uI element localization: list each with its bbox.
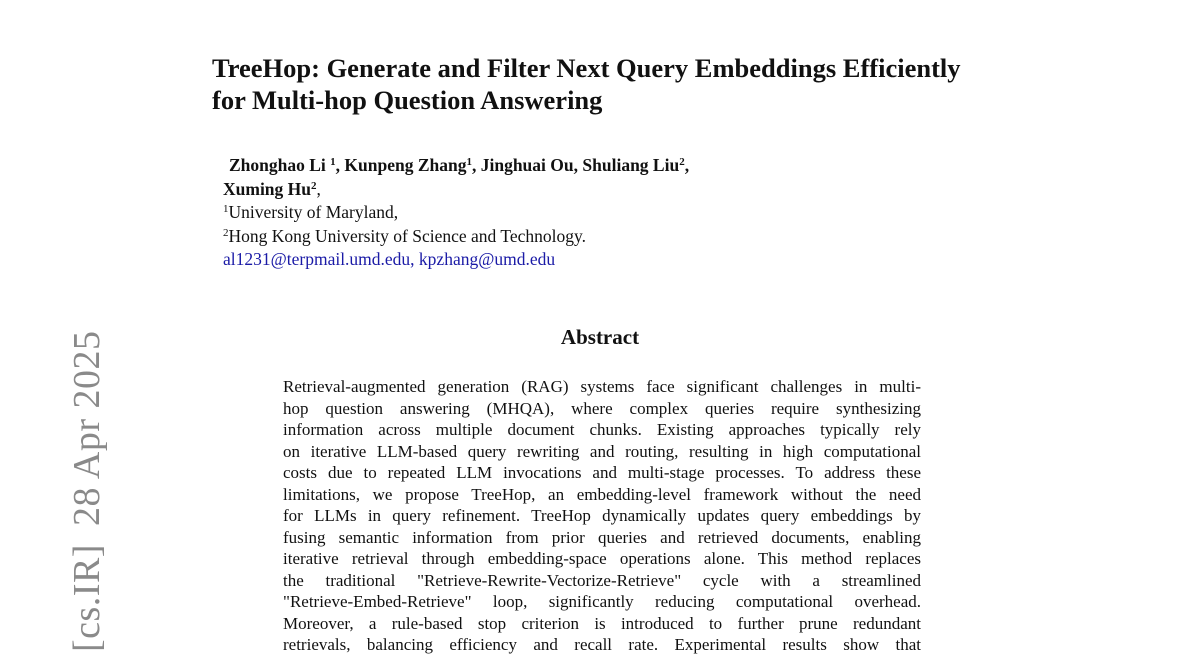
affiliation-line (223, 225, 923, 249)
author-separator: , (573, 155, 583, 175)
abstract-line: on iterative LLM-based query rewriting and routing, resulting in high computational (283, 441, 921, 461)
arxiv-identifier-text (68, 331, 106, 652)
author-separator: , (471, 155, 481, 175)
affiliation-text: University of Maryland, (228, 202, 399, 222)
author-affiliation-mark: 1 (330, 156, 336, 168)
author-line-2 (223, 178, 923, 202)
affiliation-text: Hong Kong University of Science and Technology. (228, 225, 586, 246)
affiliation-mark: 2 (223, 226, 229, 239)
author-affiliation-mark: 1 (466, 156, 472, 168)
author-name: Xuming Hu (223, 178, 312, 199)
abstract-line: information across multiple document chunks. Existing approaches typically rely (283, 420, 921, 439)
abstract-line: Retrieval-augmented generation (RAG) systems face significant challenges in multi- (283, 377, 921, 396)
author-emails-link[interactable]: al1231@terpmail.umd.edu, kpzhang@umd.edu (223, 249, 556, 269)
author-name: Jinghuai Ou (480, 155, 574, 175)
author-line-1 (223, 154, 923, 178)
abstract-line: the traditional "Retrieve-Rewrite-Vectorize-Retrieve" cycle with a streamlined (283, 570, 921, 590)
abstract-line: iterative retrieval through embedding-space operations alone. This method replaces (283, 549, 921, 568)
abstract-line: fusing semantic information from prior queries and retrieved documents, enabling (283, 527, 921, 547)
abstract-line: Moreover, a rule-based stop criterion is introduced to further prune redundant (283, 613, 921, 633)
affiliation-mark: 1 (223, 203, 229, 215)
author-separator: , (316, 178, 321, 199)
arxiv-sidebar-stamp (24, 318, 108, 652)
abstract-body (283, 376, 921, 656)
arxiv-date: 28 Apr 2025 (66, 330, 108, 527)
author-affiliation-mark: 2 (679, 156, 685, 168)
abstract-line: for LLMs in query refinement. TreeHop dynamically updates query embeddings by (283, 506, 921, 525)
paper-title (212, 52, 1032, 116)
affiliation-line (223, 201, 923, 225)
author-separator: , (684, 155, 690, 175)
abstract-line: "Retrieve-Embed-Retrieve" loop, significantly reducing computational overhead. (283, 592, 921, 611)
author-block (223, 154, 923, 272)
abstract-line: retrievals, balancing efficiency and recall rate. Experimental results show that (283, 635, 921, 654)
paper-title-line-1: TreeHop: Generate and Filter Next Query Embeddings Efficiently (212, 53, 961, 83)
author-separator: , (335, 155, 345, 175)
abstract-line: hop question answering (MHQA), where complex queries require synthesizing (283, 398, 921, 418)
abstract-heading: Abstract (560, 325, 640, 349)
abstract-line: limitations, we propose TreeHop, an embedding-level framework without the need (283, 484, 921, 504)
author-affiliation-mark: 2 (311, 179, 317, 192)
arxiv-category: [cs.IR] (66, 544, 108, 652)
abstract-line: costs due to repeated LLM invocations and multi-stage processes. To address these (283, 463, 921, 482)
author-name: Shuliang Liu (582, 155, 680, 175)
author-name: Kunpeng Zhang (344, 155, 467, 175)
paper-title-line-2: for Multi-hop Question Answering (212, 85, 603, 115)
author-name: Zhonghao Li (229, 155, 326, 175)
